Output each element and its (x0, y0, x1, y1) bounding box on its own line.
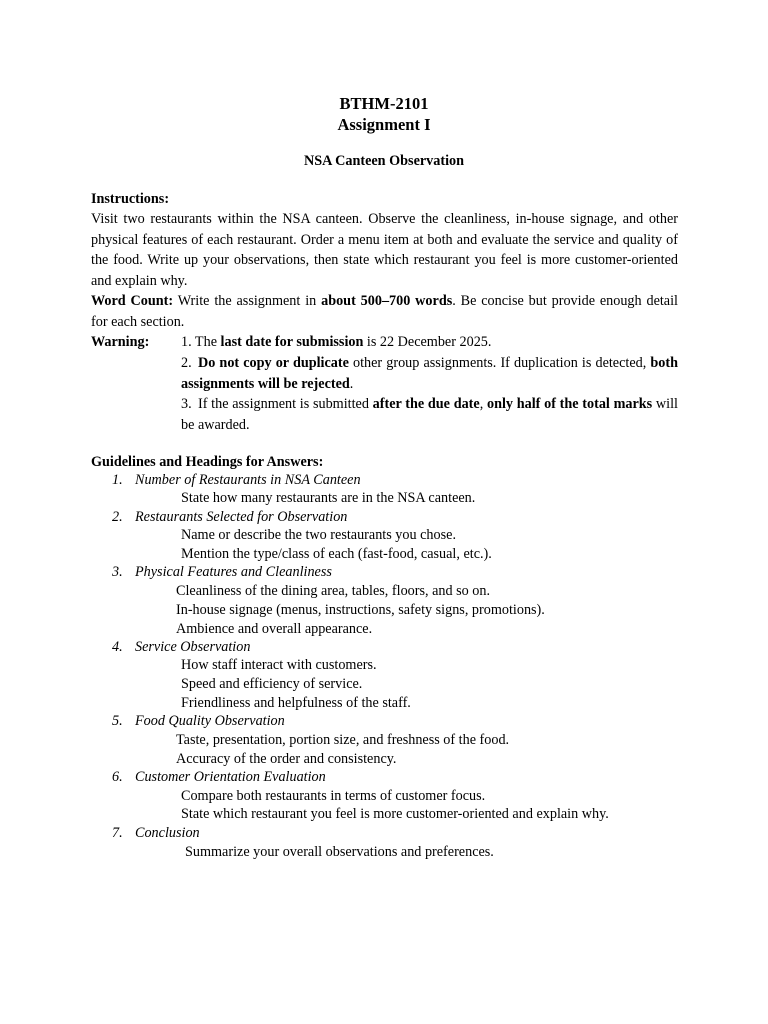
guideline-number: 5. (112, 713, 123, 729)
warning-item-text: , (479, 396, 487, 412)
guideline-title: Food Quality Observation (135, 713, 285, 729)
warning-item (181, 353, 678, 394)
guideline-title: Service Observation (135, 639, 251, 655)
word-count-paragraph (91, 291, 678, 332)
guideline-number: 2. (112, 509, 123, 525)
guideline-item: Mention the type/class of each (fast-food, casual, etc.). (181, 546, 492, 562)
assignment-subtitle: NSA Canteen Observation (303, 153, 464, 169)
guideline-item: State how many restaurants are in the NSA canteen. (181, 490, 476, 506)
guideline-number: 4. (112, 639, 123, 655)
guideline-item: Accuracy of the order and consistency. (176, 751, 397, 767)
warning-item (181, 394, 678, 435)
course-code: BTHM-2101 (339, 94, 429, 113)
warning-item-number: 3. (181, 396, 192, 412)
warning-item (181, 332, 678, 353)
guideline-heading (112, 768, 326, 786)
guideline-title: Number of Restaurants in NSA Canteen (135, 472, 361, 488)
warning-label: Warning: (91, 334, 150, 350)
guideline-title: Restaurants Selected for Observation (135, 509, 348, 525)
warning-item-emphasis: after the due date (372, 396, 480, 412)
guideline-item: How staff interact with customers. (181, 657, 377, 673)
guideline-heading (112, 638, 250, 656)
warning-item-text: The (191, 334, 221, 350)
warning-item-text: other group assignments. If duplication is detected, (348, 355, 651, 371)
guideline-heading (112, 508, 347, 526)
guidelines-heading: Guidelines and Headings for Answers: (91, 454, 324, 470)
guideline-number: 3. (112, 564, 123, 580)
word-count-text-after: . Be concise but provide enough detail for each section. (91, 293, 678, 330)
warning-item-text: will be awarded. (181, 396, 678, 433)
warning-item-text: . (349, 375, 354, 392)
word-count-range: about 500–700 words (321, 293, 453, 309)
guideline-item: Compare both restaurants in terms of customer focus. (181, 788, 486, 804)
guideline-item: State which restaurant you feel is more customer-oriented and explain why. (181, 806, 609, 822)
guideline-item: Summarize your overall observations and preferences. (185, 844, 494, 860)
word-count-label: Word Count: (91, 293, 174, 309)
assignment-title: Assignment I (337, 115, 431, 134)
guideline-item: Speed and efficiency of service. (181, 676, 363, 692)
warning-item-text: is 22 December 2025. (363, 334, 492, 350)
guideline-item: Name or describe the two restaurants you chose. (181, 527, 456, 543)
guideline-number: 1. (112, 472, 123, 488)
guideline-item: Taste, presentation, portion size, and freshness of the food. (176, 732, 510, 748)
guideline-heading (112, 824, 200, 842)
guideline-title: Physical Features and Cleanliness (135, 564, 332, 580)
warning-item-text: If the assignment is submitted (198, 396, 373, 412)
warning-item-emphasis: both assignments will be rejected (181, 355, 678, 392)
warning-item-number: 1. (181, 334, 192, 350)
word-count-text-before: Write the assignment in (173, 293, 322, 309)
instructions-heading: Instructions: (91, 191, 170, 207)
warning-item-emphasis: Do not copy or duplicate (198, 355, 349, 371)
guideline-title: Conclusion (135, 825, 200, 841)
guideline-number: 6. (112, 769, 123, 785)
guideline-heading (112, 712, 285, 730)
guideline-heading (112, 471, 361, 489)
guideline-item: Ambience and overall appearance. (176, 621, 373, 637)
instructions-text: Visit two restaurants within the NSA canteen. Observe the cleanliness, in-house signage, and other physical features of each restaurant. Order a menu item at both and evaluate the service and quality of the food. Write up your observations, then state which restaurant you feel is more customer-oriented and explain why. (91, 211, 678, 289)
guideline-heading (112, 563, 332, 581)
warning-item-emphasis: last date for submission (220, 334, 364, 350)
guideline-item: In-house signage (menus, instructions, safety signs, promotions). (176, 602, 545, 618)
guideline-title: Customer Orientation Evaluation (135, 769, 326, 785)
guideline-item: Cleanliness of the dining area, tables, floors, and so on. (176, 583, 491, 599)
guideline-number: 7. (112, 825, 123, 841)
warning-item-number: 2. (181, 355, 192, 371)
guideline-item: Friendliness and helpfulness of the staff. (181, 695, 411, 711)
warning-item-emphasis: only half of the total marks (486, 396, 653, 412)
